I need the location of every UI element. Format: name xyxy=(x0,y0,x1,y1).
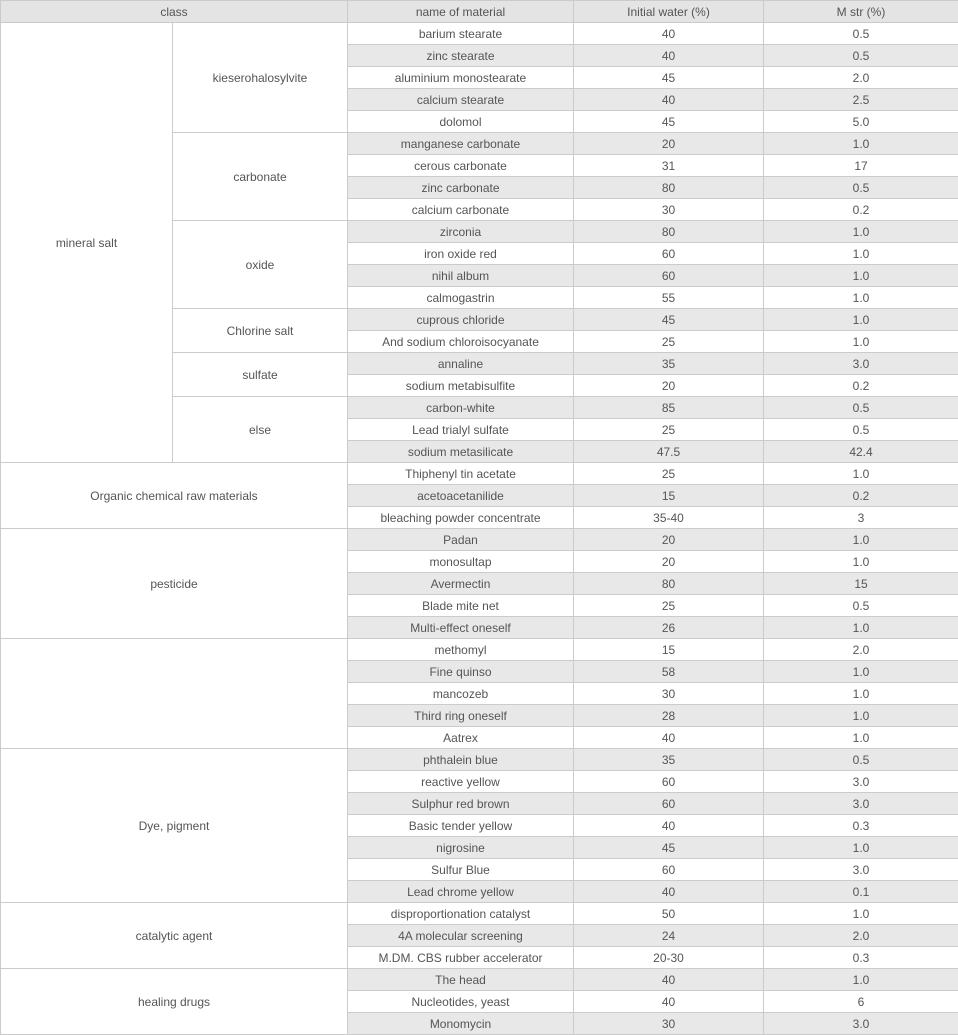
material-cell: Lead chrome yellow xyxy=(348,881,574,903)
material-cell: Avermectin xyxy=(348,573,574,595)
water-cell: 15 xyxy=(574,639,764,661)
material-cell: acetoacetanilide xyxy=(348,485,574,507)
mstr-cell: 0.5 xyxy=(764,45,958,67)
water-cell: 40 xyxy=(574,881,764,903)
material-cell: mancozeb xyxy=(348,683,574,705)
mstr-cell: 2.0 xyxy=(764,925,958,947)
water-cell: 80 xyxy=(574,177,764,199)
table-row xyxy=(1,969,958,991)
mstr-cell: 3.0 xyxy=(764,1013,958,1035)
mstr-cell: 0.3 xyxy=(764,815,958,837)
material-cell: The head xyxy=(348,969,574,991)
water-cell: 80 xyxy=(574,221,764,243)
mstr-cell: 0.5 xyxy=(764,177,958,199)
material-cell: barium stearate xyxy=(348,23,574,45)
mstr-cell: 5.0 xyxy=(764,111,958,133)
water-cell: 55 xyxy=(574,287,764,309)
material-cell: nihil album xyxy=(348,265,574,287)
water-cell: 30 xyxy=(574,1013,764,1035)
mstr-cell: 1.0 xyxy=(764,617,958,639)
subclass-cell: kieserohalosylvite xyxy=(173,23,348,133)
water-cell: 40 xyxy=(574,45,764,67)
header-name-of-material: name of material xyxy=(348,1,574,23)
mstr-cell: 1.0 xyxy=(764,903,958,925)
mstr-cell: 17 xyxy=(764,155,958,177)
material-cell: Sulphur red brown xyxy=(348,793,574,815)
water-cell: 45 xyxy=(574,309,764,331)
material-cell: annaline xyxy=(348,353,574,375)
subclass-cell: oxide xyxy=(173,221,348,309)
water-cell: 40 xyxy=(574,991,764,1013)
subclass-cell: Chlorine salt xyxy=(173,309,348,353)
mstr-cell: 0.2 xyxy=(764,375,958,397)
mstr-cell: 42.4 xyxy=(764,441,958,463)
mstr-cell: 3.0 xyxy=(764,793,958,815)
mstr-cell: 1.0 xyxy=(764,837,958,859)
material-cell: sodium metabisulfite xyxy=(348,375,574,397)
mstr-cell: 1.0 xyxy=(764,727,958,749)
material-cell: Blade mite net xyxy=(348,595,574,617)
material-cell: nigrosine xyxy=(348,837,574,859)
subclass-cell: else xyxy=(173,397,348,463)
mstr-cell: 1.0 xyxy=(764,705,958,727)
water-cell: 45 xyxy=(574,837,764,859)
material-cell: phthalein blue xyxy=(348,749,574,771)
table-row xyxy=(1,463,958,485)
material-cell: disproportionation catalyst xyxy=(348,903,574,925)
material-cell: methomyl xyxy=(348,639,574,661)
water-cell: 40 xyxy=(574,815,764,837)
material-cell: sodium metasilicate xyxy=(348,441,574,463)
water-cell: 20 xyxy=(574,133,764,155)
mstr-cell: 0.5 xyxy=(764,419,958,441)
water-cell: 25 xyxy=(574,331,764,353)
material-cell: monosultap xyxy=(348,551,574,573)
water-cell: 26 xyxy=(574,617,764,639)
class-cell: Organic chemical raw materials xyxy=(1,463,348,529)
table-row xyxy=(1,903,958,925)
mstr-cell: 1.0 xyxy=(764,309,958,331)
material-cell: Fine quinso xyxy=(348,661,574,683)
material-cell: zirconia xyxy=(348,221,574,243)
water-cell: 35 xyxy=(574,353,764,375)
water-cell: 15 xyxy=(574,485,764,507)
mstr-cell: 3.0 xyxy=(764,859,958,881)
mstr-cell: 0.5 xyxy=(764,595,958,617)
header-m-str: M str (%) xyxy=(764,1,958,23)
material-cell: calcium carbonate xyxy=(348,199,574,221)
mstr-cell: 0.5 xyxy=(764,749,958,771)
material-cell: Padan xyxy=(348,529,574,551)
material-cell: Thiphenyl tin acetate xyxy=(348,463,574,485)
mstr-cell: 1.0 xyxy=(764,221,958,243)
water-cell: 24 xyxy=(574,925,764,947)
water-cell: 60 xyxy=(574,793,764,815)
table-row xyxy=(1,23,958,45)
mstr-cell: 1.0 xyxy=(764,287,958,309)
mstr-cell: 1.0 xyxy=(764,463,958,485)
water-cell: 20 xyxy=(574,529,764,551)
water-cell: 60 xyxy=(574,771,764,793)
material-cell: Third ring oneself xyxy=(348,705,574,727)
water-cell: 58 xyxy=(574,661,764,683)
material-cell: Monomycin xyxy=(348,1013,574,1035)
mstr-cell: 1.0 xyxy=(764,243,958,265)
material-cell: Nucleotides, yeast xyxy=(348,991,574,1013)
water-cell: 25 xyxy=(574,419,764,441)
subclass-cell: sulfate xyxy=(173,353,348,397)
mstr-cell: 2.0 xyxy=(764,67,958,89)
class-cell: pesticide xyxy=(1,529,348,639)
mstr-cell: 3.0 xyxy=(764,353,958,375)
material-cell: cuprous chloride xyxy=(348,309,574,331)
water-cell: 40 xyxy=(574,727,764,749)
mstr-cell: 0.1 xyxy=(764,881,958,903)
class-cell: Dye, pigment xyxy=(1,749,348,903)
material-cell: zinc carbonate xyxy=(348,177,574,199)
water-cell: 45 xyxy=(574,111,764,133)
class-cell: catalytic agent xyxy=(1,903,348,969)
material-cell: calcium stearate xyxy=(348,89,574,111)
water-cell: 40 xyxy=(574,23,764,45)
class-cell: mineral salt xyxy=(1,23,173,463)
water-cell: 25 xyxy=(574,463,764,485)
mstr-cell: 1.0 xyxy=(764,683,958,705)
table-row xyxy=(1,639,958,661)
water-cell: 20 xyxy=(574,551,764,573)
mstr-cell: 1.0 xyxy=(764,529,958,551)
mstr-cell: 1.0 xyxy=(764,969,958,991)
mstr-cell: 3.0 xyxy=(764,771,958,793)
mstr-cell: 0.5 xyxy=(764,23,958,45)
water-cell: 25 xyxy=(574,595,764,617)
material-cell: zinc stearate xyxy=(348,45,574,67)
mstr-cell: 1.0 xyxy=(764,133,958,155)
material-cell: bleaching powder concentrate xyxy=(348,507,574,529)
mstr-cell: 6 xyxy=(764,991,958,1013)
water-cell: 30 xyxy=(574,683,764,705)
mstr-cell: 0.3 xyxy=(764,947,958,969)
material-cell: cerous carbonate xyxy=(348,155,574,177)
water-cell: 40 xyxy=(574,969,764,991)
mstr-cell: 1.0 xyxy=(764,331,958,353)
table-row xyxy=(1,529,958,551)
material-cell: calmogastrin xyxy=(348,287,574,309)
mstr-cell: 0.5 xyxy=(764,397,958,419)
subclass-cell: carbonate xyxy=(173,133,348,221)
mstr-cell: 0.2 xyxy=(764,485,958,507)
water-cell: 60 xyxy=(574,243,764,265)
water-cell: 30 xyxy=(574,199,764,221)
water-cell: 20 xyxy=(574,375,764,397)
water-cell: 35-40 xyxy=(574,507,764,529)
material-cell: carbon-white xyxy=(348,397,574,419)
mstr-cell: 2.0 xyxy=(764,639,958,661)
mstr-cell: 1.0 xyxy=(764,265,958,287)
water-cell: 85 xyxy=(574,397,764,419)
water-cell: 40 xyxy=(574,89,764,111)
material-cell: manganese carbonate xyxy=(348,133,574,155)
water-cell: 60 xyxy=(574,265,764,287)
header-class: class xyxy=(1,1,348,23)
mstr-cell: 1.0 xyxy=(764,551,958,573)
water-cell: 47.5 xyxy=(574,441,764,463)
water-cell: 31 xyxy=(574,155,764,177)
water-cell: 20-30 xyxy=(574,947,764,969)
water-cell: 50 xyxy=(574,903,764,925)
material-cell: dolomol xyxy=(348,111,574,133)
class-cell: healing drugs xyxy=(1,969,348,1035)
material-cell: iron oxide red xyxy=(348,243,574,265)
class-cell xyxy=(1,639,348,749)
mstr-cell: 15 xyxy=(764,573,958,595)
material-cell: And sodium chloroisocyanate xyxy=(348,331,574,353)
material-cell: 4A molecular screening xyxy=(348,925,574,947)
material-cell: aluminium monostearate xyxy=(348,67,574,89)
water-cell: 80 xyxy=(574,573,764,595)
water-cell: 45 xyxy=(574,67,764,89)
mstr-cell: 0.2 xyxy=(764,199,958,221)
material-cell: reactive yellow xyxy=(348,771,574,793)
mstr-cell: 1.0 xyxy=(764,661,958,683)
header-initial-water: Initial water (%) xyxy=(574,1,764,23)
material-cell: M.DM. CBS rubber accelerator xyxy=(348,947,574,969)
table-body xyxy=(1,23,958,1035)
material-cell: Sulfur Blue xyxy=(348,859,574,881)
water-cell: 35 xyxy=(574,749,764,771)
water-cell: 60 xyxy=(574,859,764,881)
mstr-cell: 2.5 xyxy=(764,89,958,111)
table-row xyxy=(1,749,958,771)
material-cell: Basic tender yellow xyxy=(348,815,574,837)
water-cell: 28 xyxy=(574,705,764,727)
header-row xyxy=(1,1,958,23)
material-cell: Aatrex xyxy=(348,727,574,749)
mstr-cell: 3 xyxy=(764,507,958,529)
material-cell: Multi-effect oneself xyxy=(348,617,574,639)
material-cell: Lead trialyl sulfate xyxy=(348,419,574,441)
